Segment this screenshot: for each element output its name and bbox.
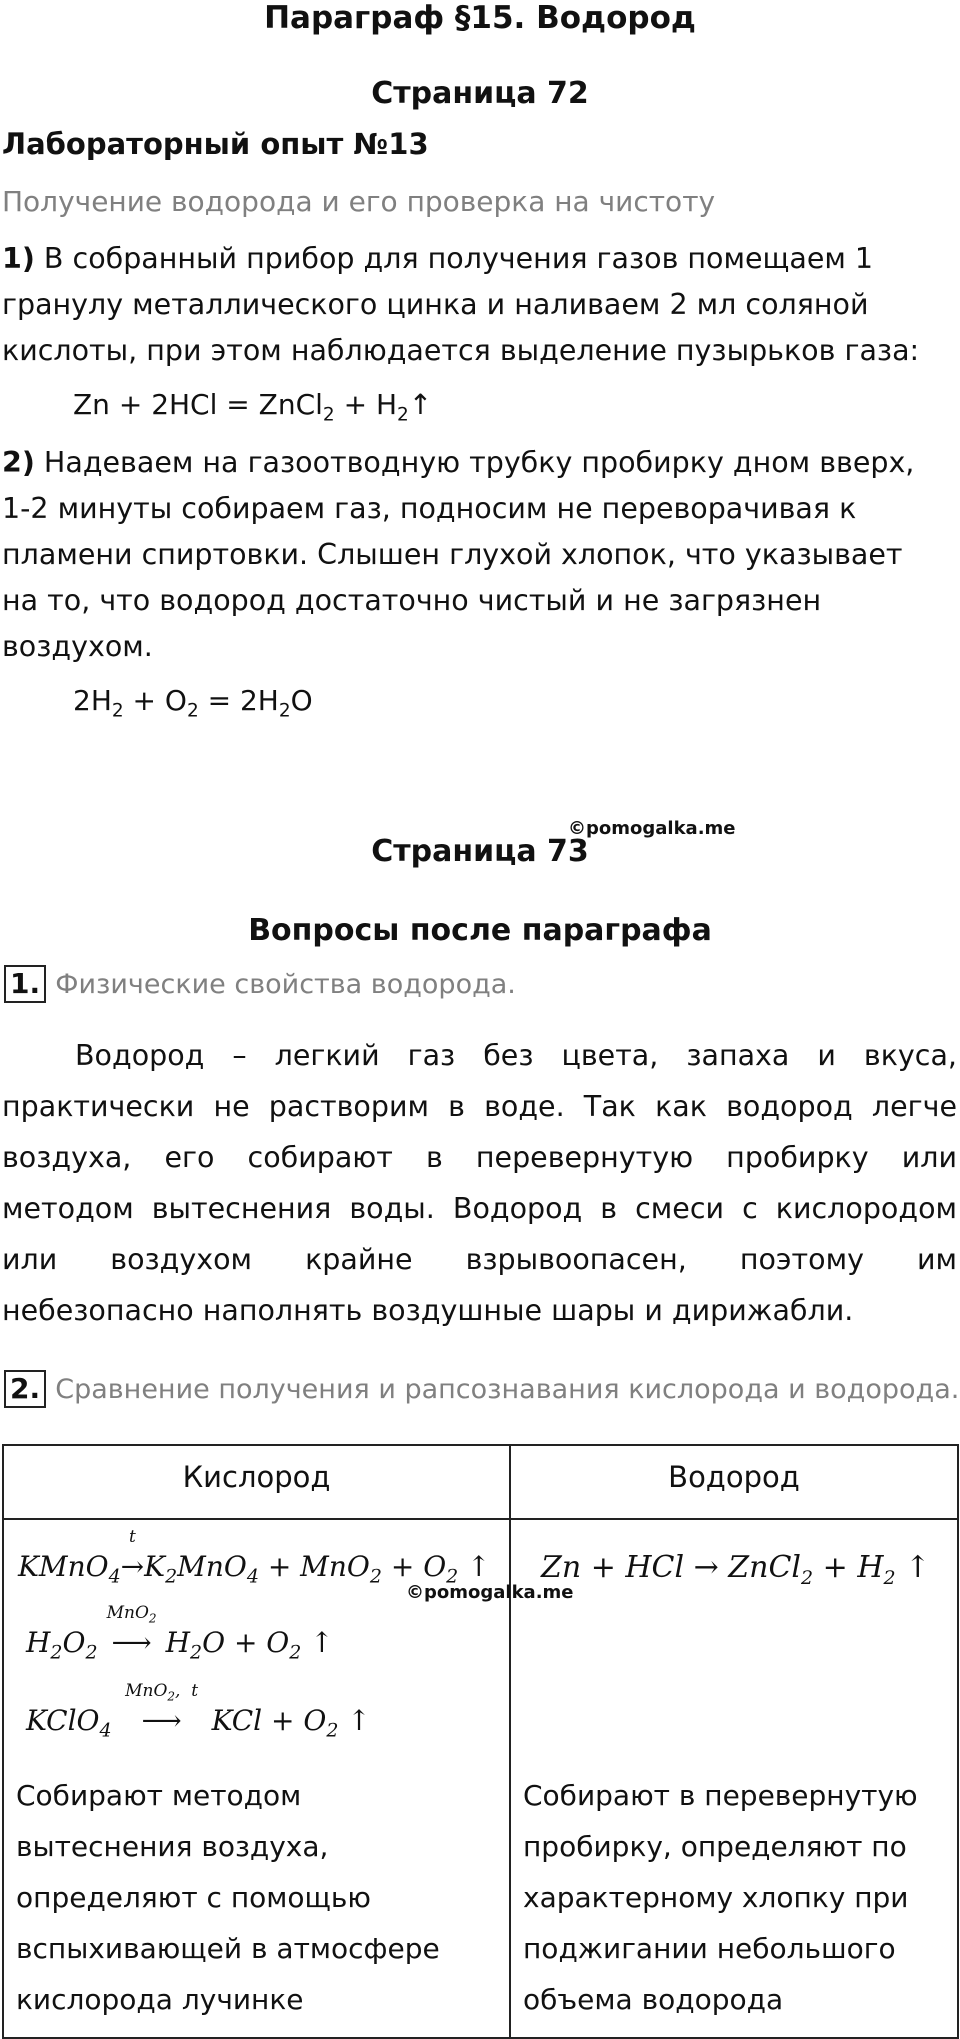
question-1: [4, 965, 516, 1003]
gas-arrow: ↑: [338, 1704, 371, 1737]
hydrogen-description-line: Собирают в перевернутую: [523, 1779, 918, 1812]
header-hydrogen: Водород: [510, 1445, 958, 1519]
question-2-text: Сравнение получения и рапсознавания кислорода и водорода.: [55, 1374, 960, 1405]
eq-part: Zn + 2HCl = ZnCl: [73, 388, 323, 421]
lab-title: Лабораторный опыт №13: [2, 127, 429, 161]
eq-part: KClO: [26, 1704, 100, 1737]
reaction-arrow: t →: [120, 1527, 145, 1583]
oxygen-description-line: вспыхивающей в атмосфере: [16, 1932, 440, 1965]
gas-arrow: ↑: [408, 388, 433, 421]
hydrogen-description-line: пробирку, определяют по: [523, 1830, 907, 1863]
eq-sub: 2: [148, 1611, 157, 1626]
oxygen-description-line: определяют с помощью: [16, 1881, 371, 1914]
eq-part: + O: [123, 684, 187, 717]
step-1-line: [2, 236, 919, 282]
answer-1-line: небезопасно наполнять воздушные шары и дирижабли.: [2, 1294, 854, 1327]
eq-sub: 2: [165, 1565, 178, 1588]
answer-1-line: Водород – легкий газ без цвета, запаха и вкуса,: [75, 1039, 957, 1072]
hydrogen-description-line: характерному хлопку при: [523, 1881, 909, 1914]
eq-sub: 2: [326, 1719, 339, 1742]
arrow-condition: MnO: [125, 1681, 168, 1701]
hydrogen-description-line: объема водорода: [523, 1983, 784, 2016]
answer-1-line: или воздухом крайне взрывоопасен, поэтому им: [2, 1243, 957, 1276]
eq-sub: 4: [99, 1719, 112, 1742]
step-2-text: Надеваем на газоотводную трубку пробирку дном вверх,: [43, 446, 915, 479]
eq-sub: 2: [801, 1567, 814, 1589]
hydrogen-cell: [510, 1519, 958, 2038]
eq-sub: 2: [278, 700, 291, 722]
equation-h2-o2: [73, 684, 313, 722]
hydrogen-description: [523, 1770, 918, 2025]
eq-part: O: [62, 1626, 86, 1659]
paragraph-title: Параграф §15. Водород: [264, 0, 696, 36]
step-1-number: 1): [2, 242, 35, 275]
table-header-row: [3, 1445, 958, 1519]
step-2-line: пламени спиртовки. Слышен глухой хлопок, что указывает: [2, 538, 903, 571]
page-73-heading: Страница 73: [371, 834, 589, 869]
lab-subtitle: Получение водорода и его проверка на чистоту: [2, 185, 716, 218]
step-2-line: воздухом.: [2, 630, 153, 663]
answer-1-line: методом вытеснения воды. Водород в смеси с кислородом: [2, 1192, 957, 1225]
eq-part: O + O: [202, 1626, 290, 1659]
oxygen-equation-h2o2: [26, 1603, 334, 1664]
table-row: [3, 1519, 958, 2038]
eq-part: + H: [334, 388, 398, 421]
eq-part: = 2H: [198, 684, 279, 717]
eq-sub: 2: [289, 1641, 302, 1664]
answer-1-line: воздуха, его собирают в перевернутую пробирку или: [2, 1141, 957, 1174]
eq-sub: 2: [446, 1565, 459, 1588]
watermark: ©pomogalka.me: [406, 1582, 574, 1603]
eq-sub: 2: [85, 1641, 98, 1664]
eq-part: Zn + HCl → ZnCl: [541, 1550, 802, 1585]
oxygen-description-line: Собирают методом: [16, 1779, 302, 1812]
eq-part: K: [144, 1550, 166, 1583]
eq-part: H: [26, 1626, 51, 1659]
eq-sub: 2: [167, 1689, 176, 1704]
eq-part: 2H: [73, 684, 112, 717]
oxygen-cell: [3, 1519, 574, 2038]
lab-step-2: [2, 440, 914, 670]
gas-arrow: ↑: [301, 1626, 334, 1659]
eq-sub: 2: [111, 700, 124, 722]
lab-step-1: [2, 236, 919, 374]
eq-part: + H: [813, 1550, 884, 1585]
eq-sub: 2: [322, 404, 335, 426]
hydrogen-description-line: поджигании небольшого: [523, 1932, 896, 1965]
question-2: [4, 1370, 959, 1408]
step-2-line: на то, что водород достаточно чистый и не загрязнен: [2, 584, 822, 617]
eq-part: KCl + O: [211, 1704, 327, 1737]
question-1-text: Физические свойства водорода.: [55, 969, 516, 1000]
eq-sub: 2: [397, 404, 409, 426]
question-number-box: 1.: [4, 965, 46, 1003]
eq-part: + O: [381, 1550, 447, 1583]
eq-part: O: [290, 684, 313, 717]
arrow-condition: t: [128, 1527, 136, 1547]
eq-sub: 2: [883, 1567, 896, 1589]
eq-part: KMnO: [18, 1550, 109, 1583]
step-1-line: кислоты, при этом наблюдается выделение пузырьков газа:: [2, 334, 920, 367]
eq-sub: 2: [50, 1641, 63, 1664]
gas-arrow: ↑: [895, 1550, 931, 1585]
reaction-arrow: MnO$_2$, t ⟶: [125, 1681, 199, 1737]
comparison-table: [2, 1444, 959, 2039]
equation-zn-hcl: [73, 388, 432, 426]
hydrogen-equation: [541, 1550, 930, 1589]
page-72-heading: Страница 72: [371, 76, 589, 111]
questions-title: Вопросы после параграфа: [248, 913, 712, 948]
oxygen-description-line: кислорода лучинке: [16, 1983, 304, 2016]
eq-part: H: [165, 1626, 190, 1659]
reaction-arrow: MnO$_2$ ⟶: [106, 1603, 157, 1659]
step-2-line: 1-2 минуты собираем газ, подносим не переворачивая к: [2, 492, 857, 525]
oxygen-description-line: вытеснения воздуха,: [16, 1830, 329, 1863]
eq-sub: 2: [190, 1641, 203, 1664]
eq-sub: 2: [186, 700, 199, 722]
answer-1: [2, 1030, 957, 1336]
arrow-condition: MnO: [106, 1603, 149, 1623]
step-1-line: гранулу металлического цинка и наливаем 2 мл соляной: [2, 288, 869, 321]
eq-part: + MnO: [258, 1550, 370, 1583]
eq-sub: 4: [246, 1565, 259, 1588]
eq-sub: 2: [369, 1565, 382, 1588]
step-2-line: [2, 440, 914, 486]
step-2-number: 2): [2, 446, 35, 479]
watermark: ©pomogalka.me: [568, 818, 736, 839]
question-number-box: 2.: [4, 1370, 46, 1408]
answer-1-line: практически не растворим в воде. Так как водород легче: [2, 1090, 957, 1123]
arrow-condition: , t: [175, 1681, 199, 1701]
gas-arrow: ↑: [458, 1550, 491, 1583]
oxygen-description: [16, 1770, 440, 2025]
eq-sub: 4: [108, 1565, 121, 1588]
header-oxygen: Кислород: [3, 1445, 510, 1519]
eq-part: MnO: [177, 1550, 247, 1583]
step-1-text: В собранный прибор для получения газов помещаем 1: [43, 242, 874, 275]
oxygen-equation-kclo4: [26, 1681, 371, 1742]
